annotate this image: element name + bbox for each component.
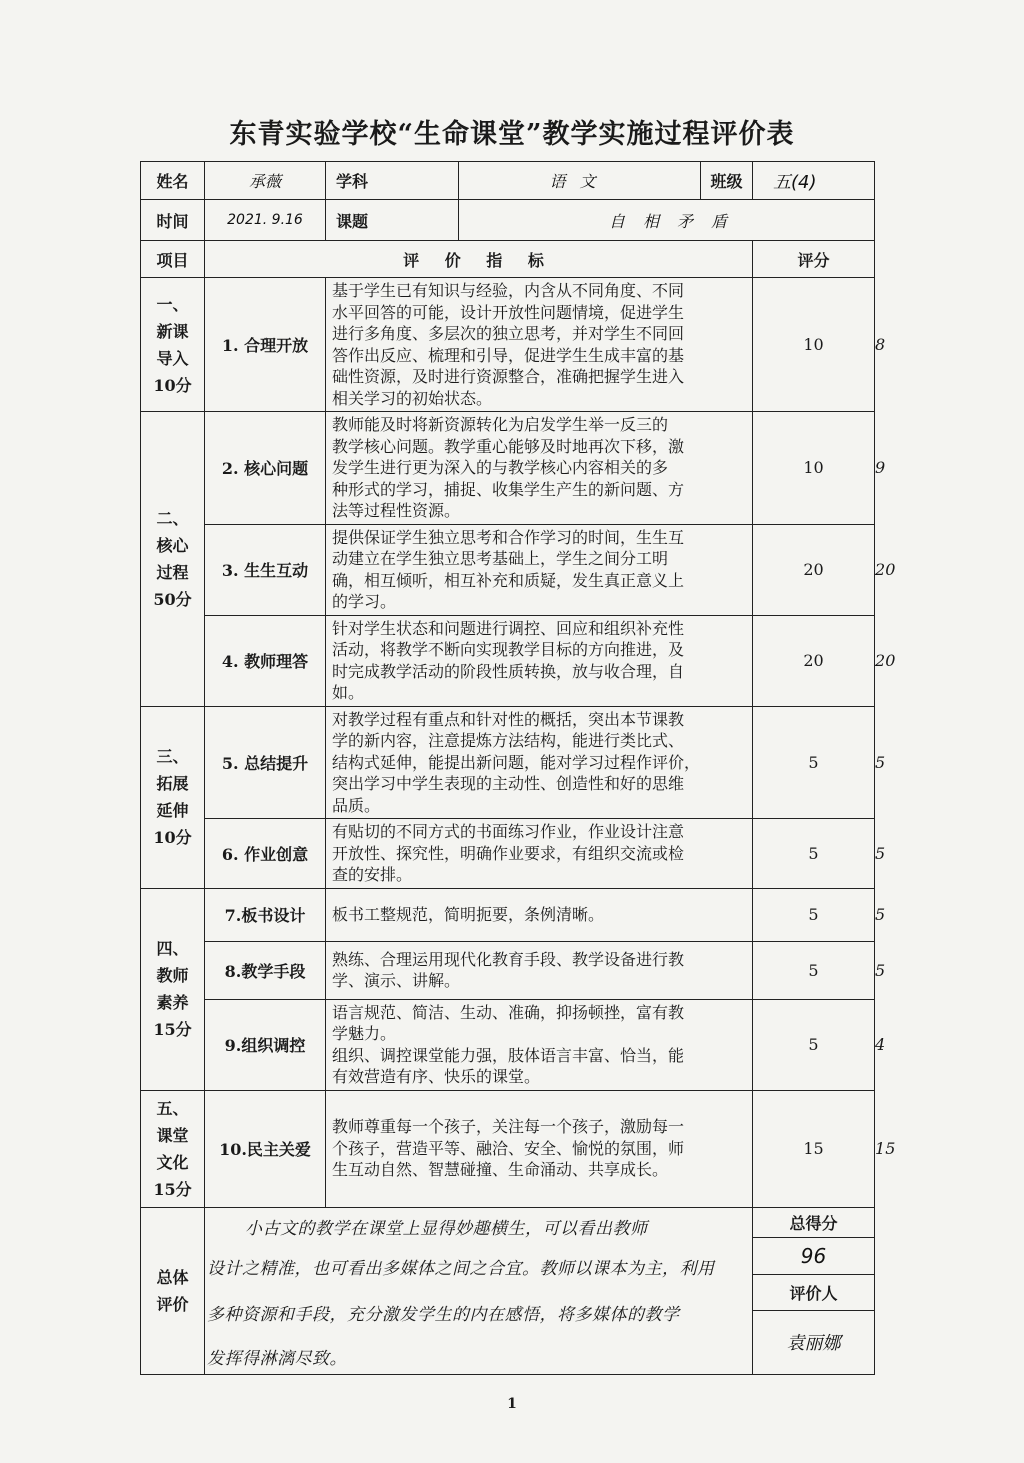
total-score-label: 总得分 bbox=[753, 1207, 875, 1237]
project-label: 项目 bbox=[141, 241, 205, 278]
criteria-row: 4. 教师理答 针对学生状态和问题进行调控、回应和组织补充性 活动，将教学不断向实现教学目标的方向推进，及 时完成教学活动的阶段性质转换，放与收合理，自 如。 20 20 bbox=[141, 615, 875, 706]
section-title-line: 四、 bbox=[156, 939, 189, 958]
section-title bbox=[141, 1090, 205, 1207]
header-row-columns bbox=[141, 241, 875, 278]
description-line: 种形式的学习，捕捉、收集学生产生的新问题、方 bbox=[332, 479, 685, 499]
item-description bbox=[326, 888, 753, 941]
section-title-line: 拓展 bbox=[156, 774, 189, 793]
item-name: 9.组织调控 bbox=[205, 999, 326, 1090]
description-line: 基于学生已有知识与经验，内含从不同角度、不同 bbox=[332, 281, 685, 300]
full-score: 5 bbox=[753, 999, 875, 1090]
section-title-line: 过程 bbox=[156, 562, 189, 582]
section-title-line: 延伸 bbox=[156, 801, 189, 820]
description-line: 水平回答的可能，设计开放性问题情境，促进学生 bbox=[332, 302, 685, 322]
criteria-row: 一、 新课 导入 10分 1. 合理开放 基于学生已有知识与经验，内含从不同角度、不同 水平回答的可能，设计开放性问题情境，促进学生 进行多角度、多层次的独立思考，并对学生不同回 答作出反应、梳理和引导，促进学生生成丰富的基 础性资源，及时进行资源整合，准确把握学生进入 相关学习的初始状态。 10 8 bbox=[141, 278, 875, 412]
section-title-line: 一、 bbox=[156, 294, 189, 314]
description-line: 教师尊重每一个孩子，关注每一个孩子，激励每一 bbox=[332, 1117, 685, 1137]
overall-comment bbox=[205, 1207, 753, 1374]
section-title bbox=[141, 278, 205, 412]
description-line: 教师能及时将新资源转化为启发学生举一反三的 bbox=[332, 415, 669, 434]
time-label: 时间 bbox=[141, 200, 205, 241]
description-line: 提供保证学生独立思考和合作学习的时间，生生互 bbox=[332, 527, 685, 547]
full-score: 5 bbox=[753, 941, 875, 999]
section-title-line: 课堂 bbox=[156, 1125, 189, 1145]
full-score: 15 bbox=[753, 1090, 875, 1207]
criteria-row: 3. 生生互动 提供保证学生独立思考和合作学习的时间，生生互 动建立在学生独立思考基础上，学生之间分工明 确，相互倾听，相互补充和质疑，发生真正意义上 的学习。 20 20 bbox=[141, 524, 875, 615]
description-line: 的学习。 bbox=[332, 592, 397, 611]
description-line: 有贴切的不同方式的书面练习作业，作业设计注意 bbox=[332, 822, 685, 841]
section-title-line: 50分 bbox=[153, 589, 192, 609]
criteria-row: 三、 拓展 延伸 10分 5. 总结提升 对教学过程有重点和针对性的概括，突出本节课教 学的新内容，注意提炼方法结构，能进行类比式、 结构式延伸，能提出新问题，能对学习过程作评价， 突出学习中学生表现的主动性、创造性和好的思维 品质。 5 5 bbox=[141, 706, 875, 819]
item-description bbox=[326, 615, 753, 706]
item-description bbox=[326, 1090, 753, 1207]
criteria-row: 五、 课堂 文化 15分 10.民主关爱 教师尊重每一个孩子，关注每一个孩子，激励每一 个孩子，营造平等、融洽、安全、愉悦的氛围，师 生互动自然、智慧碰撞、生命涌动、共享成长。 15 15 bbox=[141, 1090, 875, 1207]
name-value: 承薇 bbox=[205, 162, 326, 200]
criteria-label: 评 价 指 标 bbox=[205, 241, 753, 278]
section-title-line: 五、 bbox=[156, 1098, 189, 1118]
description-line: 突出学习中学生表现的主动性、创造性和好的思维 bbox=[332, 774, 685, 793]
class-value: 五(4) bbox=[753, 162, 875, 200]
item-name: 10.民主关爱 bbox=[205, 1090, 326, 1207]
name-label: 姓名 bbox=[141, 162, 205, 200]
item-description bbox=[326, 412, 753, 525]
comment-line: 设计之精准，也可看出多媒体之间之合宜。教师以课本为主，利用 bbox=[207, 1258, 715, 1279]
header-row-name bbox=[141, 162, 875, 200]
description-line: 础性资源，及时进行资源整合，准确把握学生进入 bbox=[332, 367, 685, 386]
section-title-line: 文化 bbox=[156, 1152, 189, 1172]
criteria-row: 四、 教师 素养 15分 7.板书设计 板书工整规范，简明扼要，条例清晰。 5 5 bbox=[141, 888, 875, 941]
full-score: 5 bbox=[753, 888, 875, 941]
section-title bbox=[141, 412, 205, 707]
total-score-value: 96 bbox=[753, 1237, 875, 1274]
description-line: 品质。 bbox=[332, 795, 381, 815]
overall-label bbox=[141, 1207, 205, 1374]
description-line: 法等过程性资源。 bbox=[332, 501, 461, 520]
description-line: 进行多角度、多层次的独立思考，并对学生不同回 bbox=[332, 324, 685, 343]
item-description bbox=[326, 999, 753, 1090]
description-line: 发学生进行更为深入的与教学核心内容相关的多 bbox=[332, 458, 669, 477]
class-label: 班级 bbox=[701, 162, 753, 200]
description-line: 动建立在学生独立思考基础上，学生之间分工明 bbox=[332, 549, 669, 568]
description-line: 针对学生状态和问题进行调控、回应和组织补充性 bbox=[332, 618, 685, 638]
evaluator-label: 评价人 bbox=[753, 1274, 875, 1310]
subject-value: 语文 bbox=[459, 162, 701, 200]
description-line: 教学核心问题。教学重心能够及时地再次下移，激 bbox=[332, 436, 685, 456]
item-name: 7.板书设计 bbox=[205, 888, 326, 941]
topic-label: 课题 bbox=[326, 200, 459, 241]
section-title-line: 三、 bbox=[156, 747, 189, 766]
form-title: 东青实验学校“生命课堂”教学实施过程评价表 bbox=[229, 119, 795, 150]
description-line: 熟练、合理运用现代化教育手段、教学设备进行教 bbox=[332, 949, 685, 969]
item-name: 3. 生生互动 bbox=[205, 524, 326, 615]
item-description bbox=[326, 819, 753, 889]
item-name: 6. 作业创意 bbox=[205, 819, 326, 889]
evaluator-signature: 袁丽娜 bbox=[753, 1311, 875, 1374]
section-title-line: 素养 bbox=[156, 993, 189, 1012]
description-line: 生互动自然、智慧碰撞、生命涌动、共享成长。 bbox=[332, 1160, 669, 1180]
full-score: 10 bbox=[753, 278, 875, 412]
section-title-line: 新课 bbox=[156, 321, 189, 341]
item-name: 4. 教师理答 bbox=[205, 615, 326, 706]
evaluation-table bbox=[140, 161, 896, 1375]
score-label: 评分 bbox=[753, 241, 875, 278]
full-score: 5 bbox=[753, 706, 875, 819]
description-line: 查的安排。 bbox=[332, 865, 413, 884]
comment-line: 小古文的教学在课堂上显得妙趣横生，可以看出教师 bbox=[245, 1218, 648, 1239]
description-line: 学魅力。 bbox=[332, 1024, 397, 1043]
full-score: 20 bbox=[753, 524, 875, 615]
section-title bbox=[141, 888, 205, 1090]
comment-line: 多种资源和手段，充分激发学生的内在感悟，将多媒体的教学 bbox=[207, 1304, 680, 1325]
criteria-row: 9.组织调控 语言规范、简洁、生动、准确，抑扬顿挫，富有教 学魅力。 组织、调控课堂能力强，肢体语言丰富、恰当，能 有效营造有序、快乐的课堂。 5 4 bbox=[141, 999, 875, 1090]
subject-label: 学科 bbox=[326, 162, 459, 200]
description-line: 时完成教学活动的阶段性质转换，放与收合理，自 bbox=[332, 661, 685, 681]
time-value: 2021. 9.16 bbox=[205, 200, 326, 241]
section-title-line: 10分 bbox=[153, 828, 192, 847]
comment-line: 发挥得淋漓尽致。 bbox=[207, 1348, 347, 1369]
description-line: 活动，将教学不断向实现教学目标的方向推进，及 bbox=[332, 640, 685, 659]
full-score: 10 bbox=[753, 412, 875, 525]
description-line: 组织、调控课堂能力强，肢体语言丰富、恰当，能 bbox=[332, 1045, 685, 1065]
item-description bbox=[326, 524, 753, 615]
description-line: 开放性、探究性，明确作业要求，有组织交流或检 bbox=[332, 843, 685, 863]
full-score: 5 bbox=[753, 819, 875, 889]
description-line: 相关学习的初始状态。 bbox=[332, 388, 493, 408]
full-score: 20 bbox=[753, 615, 875, 706]
description-line: 答作出反应、梳理和引导，促进学生生成丰富的基 bbox=[332, 345, 685, 365]
section-title-line: 15分 bbox=[153, 1179, 192, 1199]
overall-row bbox=[141, 1207, 875, 1237]
item-description bbox=[326, 706, 753, 819]
section-title-line: 核心 bbox=[156, 535, 189, 555]
item-description bbox=[326, 941, 753, 999]
criteria-row: 6. 作业创意 有贴切的不同方式的书面练习作业，作业设计注意 开放性、探究性，明确作业要求，有组织交流或检 查的安排。 5 5 bbox=[141, 819, 875, 889]
section-title-line: 导入 bbox=[156, 348, 189, 368]
section-title-line: 教师 bbox=[156, 966, 189, 985]
description-line: 对教学过程有重点和针对性的概括，突出本节课教 bbox=[332, 709, 685, 729]
overall-label-line: 评价 bbox=[156, 1294, 189, 1314]
description-line: 板书工整规范，简明扼要，条例清晰。 bbox=[332, 904, 605, 924]
section-title-line: 10分 bbox=[153, 375, 192, 395]
description-line: 学的新内容，注意提炼方法结构，能进行类比式、 bbox=[332, 731, 685, 750]
item-name: 2. 核心问题 bbox=[205, 412, 326, 525]
criteria-row: 二、 核心 过程 50分 2. 核心问题 教师能及时将新资源转化为启发学生举一反三的 教学核心问题。教学重心能够及时地再次下移，激 发学生进行更为深入的与教学核心内容相关的多 种形式的学习，捕捉、收集学生产生的新问题、方 法等过程性资源。 10 9 bbox=[141, 412, 875, 525]
overall-label-line: 总体 bbox=[156, 1267, 189, 1287]
header-row-time bbox=[141, 200, 875, 241]
section-title bbox=[141, 706, 205, 888]
section-title-line: 二、 bbox=[156, 508, 189, 528]
item-name: 5. 总结提升 bbox=[205, 706, 326, 819]
description-line: 确，相互倾听，相互补充和质疑，发生真正意义上 bbox=[332, 570, 685, 590]
description-line: 学、演示、讲解。 bbox=[332, 971, 461, 990]
section-title-line: 15分 bbox=[153, 1020, 192, 1039]
description-line: 语言规范、简洁、生动、准确，抑扬顿挫，富有教 bbox=[332, 1002, 685, 1022]
description-line: 个孩子，营造平等、融洽、安全、愉悦的氛围，师 bbox=[332, 1138, 685, 1158]
page-number: 1 bbox=[507, 1396, 517, 1412]
description-line: 结构式延伸，能提出新问题，能对学习过程作评价， bbox=[332, 752, 701, 772]
criteria-row: 8.教学手段 熟练、合理运用现代化教育手段、教学设备进行教 学、演示、讲解。 5 5 bbox=[141, 941, 875, 999]
item-description bbox=[326, 278, 753, 412]
description-line: 如。 bbox=[332, 683, 365, 702]
item-name: 1. 合理开放 bbox=[205, 278, 326, 412]
topic-value: 自相矛盾 bbox=[459, 200, 875, 241]
item-name: 8.教学手段 bbox=[205, 941, 326, 999]
description-line: 有效营造有序、快乐的课堂。 bbox=[332, 1067, 541, 1086]
